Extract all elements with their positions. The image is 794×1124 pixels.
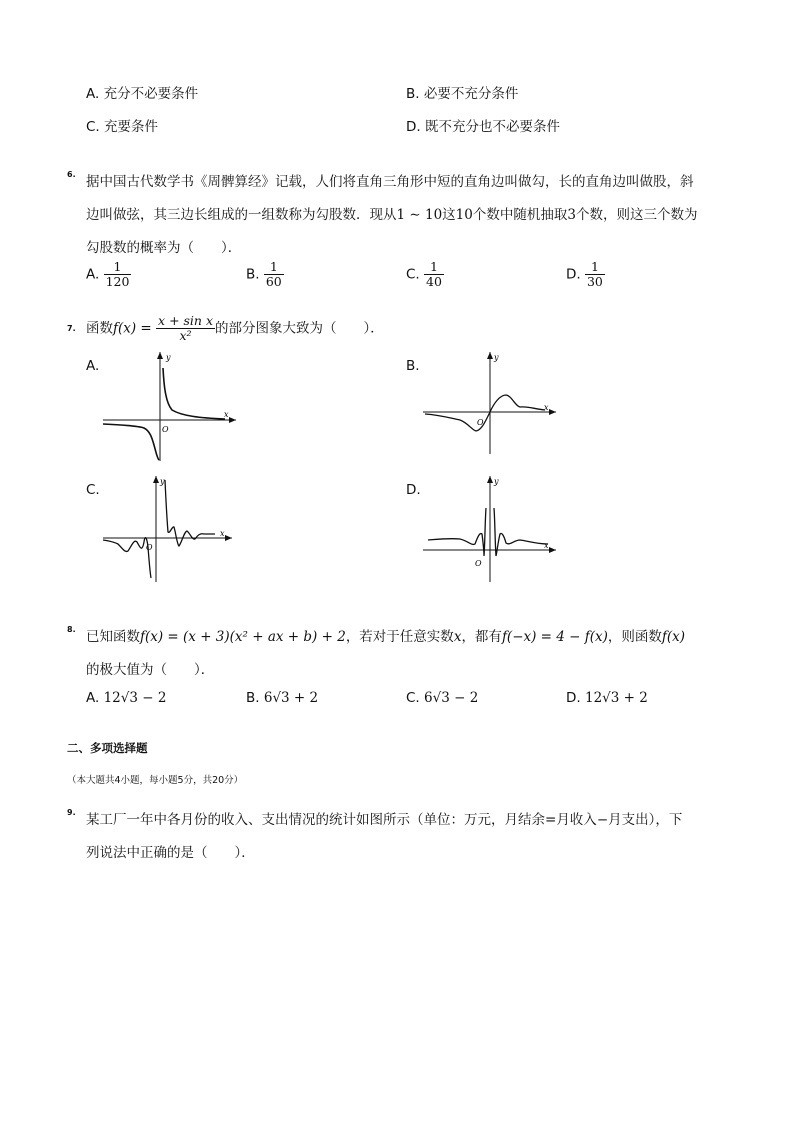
- graph-a: [100, 348, 240, 463]
- q6-option-d: D. $\frac{1}{30}$: [566, 259, 603, 289]
- q9-text-line1: 某工厂一年中各月份的收入、支出情况的统计如图所示（单位：万元，月结余=月收入−月支出），下: [86, 812, 683, 828]
- graph-a-label: A.: [86, 358, 100, 374]
- q7-text: 函数f(x) = $\frac{\text{x + sin x}}{\text{x²}}$ 的部分图象大致为（ ）．: [86, 313, 384, 343]
- q5-option-d: D. 既不充分也不必要条件: [406, 119, 560, 135]
- x-axis-label: x: [224, 410, 229, 419]
- q8-option-d: D. 12√3 + 2: [566, 690, 648, 706]
- q7-number: 7.: [67, 324, 76, 333]
- y-axis-label: y: [494, 477, 499, 486]
- graph-b: [420, 348, 560, 456]
- q5-option-c: C. 充要条件: [86, 119, 159, 135]
- origin-label: O: [162, 425, 169, 434]
- q8-text-line1: 已知函数f(x) = (x + 3)(x² + ax + b) + 2，若对于任意实数x，都有f(−x) = 4 − f(x)，则函数f(x): [86, 629, 686, 645]
- q9-number: 9.: [67, 808, 76, 817]
- q5-option-b: B. 必要不充分条件: [406, 86, 519, 102]
- origin-label: O: [146, 543, 153, 552]
- q6-option-b: B. $\frac{1}{60}$: [246, 259, 282, 289]
- section-title: 二、多项选择题: [67, 741, 148, 755]
- fraction: $\frac{1}{60}$: [265, 259, 282, 289]
- q6-option-c: C. $\frac{1}{40}$: [406, 259, 442, 289]
- q6-number: 6.: [67, 170, 76, 179]
- fraction: $\frac{1}{30}$: [586, 259, 603, 289]
- graph-b-label: B.: [406, 358, 420, 374]
- section-note: （本大题共4小题，每小题5分，共20分）: [67, 775, 244, 786]
- q9-text-line2: 列说法中正确的是（ ）．: [86, 845, 255, 861]
- fraction: $\frac{1}{40}$: [426, 259, 442, 289]
- q6-option-a: A. $\frac{1}{120}$: [86, 259, 130, 289]
- y-axis-label: y: [160, 477, 165, 486]
- origin-label: O: [475, 559, 482, 568]
- fraction: $\frac{1}{120}$: [105, 259, 130, 289]
- graph-c: [100, 472, 240, 584]
- q8-option-c: C. 6√3 − 2: [406, 690, 479, 706]
- q6-text-line2: 边叫做弦，其三边长组成的一组数称为勾股数．现从1 ∼ 10这10个数中随机抽取3个数，则这三个数为: [86, 207, 698, 223]
- x-axis-label: x: [220, 529, 225, 538]
- q8-text-line2: 的极大值为（ ）．: [86, 662, 215, 678]
- y-axis-label: y: [494, 353, 499, 362]
- q8-option-b: B. 6√3 + 2: [246, 690, 319, 706]
- function-fraction: $\frac{\text{x + sin x}}{\text{x²}}$: [158, 313, 214, 343]
- graph-d: [420, 472, 560, 584]
- q6-text-line1: 据中国古代数学书《周髀算经》记载，人们将直角三角形中短的直角边叫做勾，长的直角边叫做股，斜: [86, 174, 694, 190]
- y-axis-label: y: [166, 353, 171, 362]
- q5-option-a: A. 充分不必要条件: [86, 86, 199, 102]
- x-axis-label: x: [544, 403, 549, 412]
- graph-d-label: D.: [406, 482, 421, 498]
- q8-number: 8.: [67, 625, 76, 634]
- graph-c-label: C.: [86, 482, 100, 498]
- origin-label: O: [477, 418, 484, 427]
- q8-option-a: A. 12√3 − 2: [86, 690, 167, 706]
- x-axis-label: x: [544, 541, 549, 550]
- q6-text-line3: 勾股数的概率为（ ）．: [86, 240, 242, 256]
